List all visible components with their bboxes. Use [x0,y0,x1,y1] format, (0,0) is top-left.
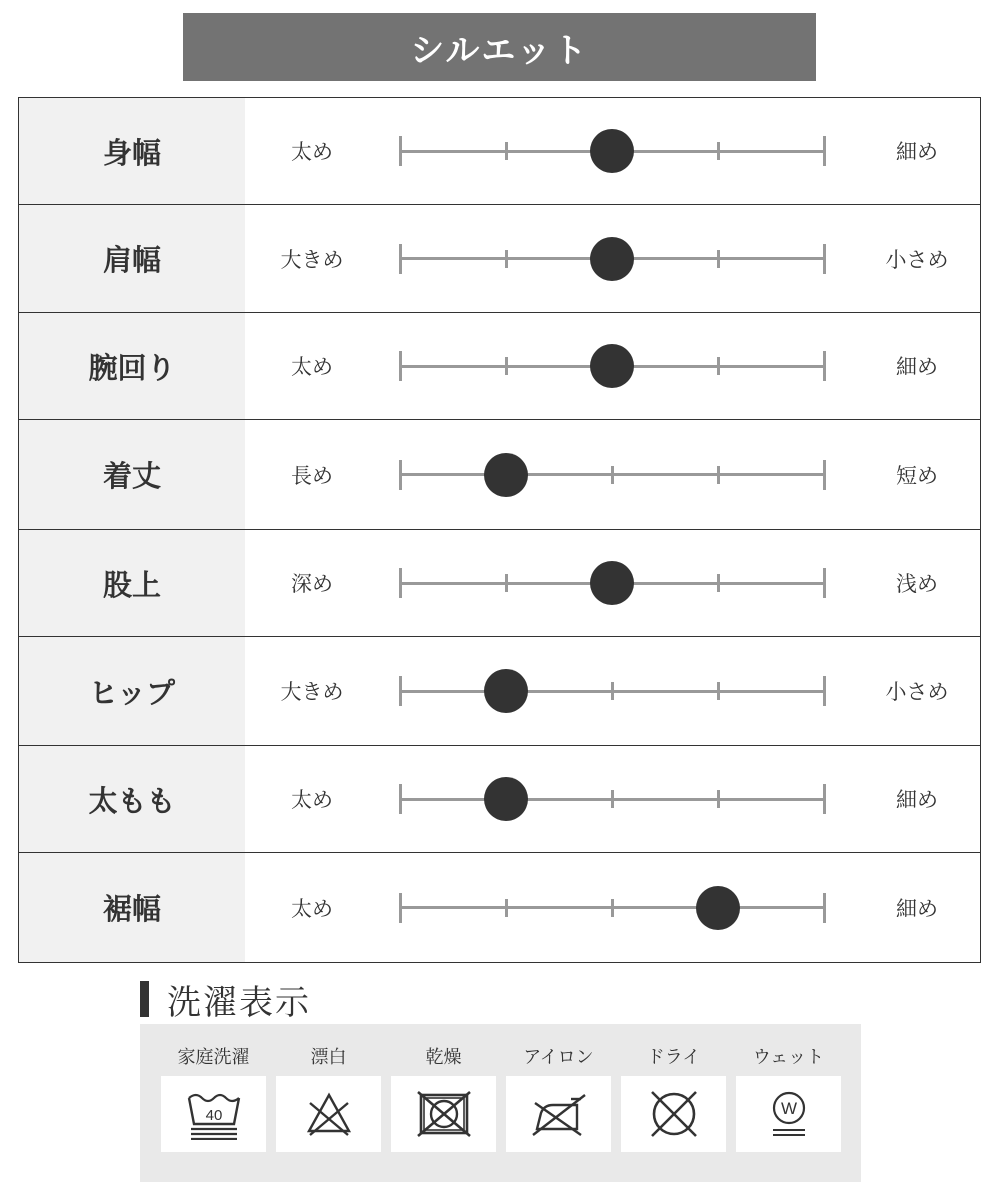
scale-tick [399,244,402,274]
scale-tick [399,676,402,706]
scale-tick [505,142,508,160]
scale-tick [505,250,508,268]
silhouette-row [19,313,980,420]
scale-right-label: 細め [896,788,938,812]
no-tumble-dry-icon [416,1091,472,1137]
scale-marker [590,129,634,173]
scale-marker [590,344,634,388]
scale-tick [399,568,402,598]
section-title: シルエット [410,30,589,71]
care-label: ウェット [752,1047,825,1068]
row-label: 身幅 [19,98,245,204]
care-item-bleach [276,1024,381,1182]
scale-left-label: 大きめ [280,247,344,272]
row-label: 着丈 [19,420,245,529]
scale-tick [717,466,720,484]
washtub-40-icon [183,1088,245,1140]
care-item-home-wash [161,1024,266,1182]
row-label: 股上 [19,530,245,636]
scale-tick [611,899,614,917]
silhouette-row [19,205,980,313]
no-bleach-icon [304,1091,354,1137]
scale-left-label: 太め [291,788,333,812]
scale-marker [590,561,634,605]
no-iron-icon [531,1091,587,1137]
row-label: ヒップ [19,637,245,745]
scale-tick [611,790,614,808]
scale-tick [823,136,826,166]
scale-tick [823,893,826,923]
no-dry-clean-icon [646,1089,702,1139]
care-label: アイロン [523,1047,594,1068]
scale-tick [823,676,826,706]
scale-tick [505,574,508,592]
title-accent-bar [140,981,149,1017]
scale-right-label: 細め [896,140,938,164]
scale-left-label: 深め [291,572,333,596]
care-item-iron [506,1024,611,1182]
silhouette-table [18,97,981,963]
scale-marker [590,237,634,281]
scale-tick [611,466,614,484]
section-title-banner [183,13,816,81]
scale-tick [823,351,826,381]
wash-temp-text: 40 [205,1107,222,1124]
silhouette-row [19,637,980,746]
scale-tick [399,460,402,490]
row-label: 裾幅 [19,853,245,962]
scale-tick [505,899,508,917]
care-item-dry-clean [621,1024,726,1182]
row-label: 肩幅 [19,205,245,312]
silhouette-row [19,420,980,530]
scale-tick [823,568,826,598]
scale-tick [823,244,826,274]
wet-letter-text: W [780,1099,797,1118]
row-label: 腕回り [19,313,245,419]
scale-right-label: 細め [896,355,938,379]
scale-tick [823,460,826,490]
scale-tick [823,784,826,814]
scale-tick [717,682,720,700]
scale-marker [484,777,528,821]
silhouette-row [19,530,980,637]
scale-tick [611,682,614,700]
care-label: ドライ [646,1047,701,1068]
scale-tick [717,790,720,808]
row-label: 太もも [19,746,245,852]
scale-marker [484,669,528,713]
care-item-wet-clean [736,1024,841,1182]
scale-tick [717,357,720,375]
scale-tick [399,351,402,381]
scale-tick [717,250,720,268]
scale-left-label: 長め [291,463,333,488]
scale-left-label: 太め [291,140,333,164]
wet-clean-icon [767,1089,811,1139]
scale-marker [484,453,528,497]
scale-right-label: 短め [896,463,938,488]
scale-marker [696,886,740,930]
silhouette-row [19,98,980,205]
scale-tick [717,142,720,160]
care-symbols-panel [140,1024,861,1182]
scale-right-label: 浅め [896,572,938,596]
scale-right-label: 小さめ [885,680,949,704]
scale-left-label: 太め [291,355,333,379]
care-label: 漂白 [310,1047,347,1068]
care-item-tumble-dry [391,1024,496,1182]
care-label: 家庭洗濯 [177,1047,250,1068]
scale-tick [399,784,402,814]
silhouette-row [19,853,980,962]
scale-tick [399,893,402,923]
scale-right-label: 細め [896,896,938,921]
scale-tick [717,574,720,592]
scale-right-label: 小さめ [885,247,949,272]
silhouette-row [19,746,980,853]
scale-left-label: 太め [291,896,333,921]
scale-left-label: 大きめ [280,680,344,704]
care-section-title [140,978,311,1023]
scale-tick [399,136,402,166]
scale-tick [505,357,508,375]
care-title-text: 洗濯表示 [167,982,311,1023]
care-label: 乾燥 [425,1047,462,1068]
